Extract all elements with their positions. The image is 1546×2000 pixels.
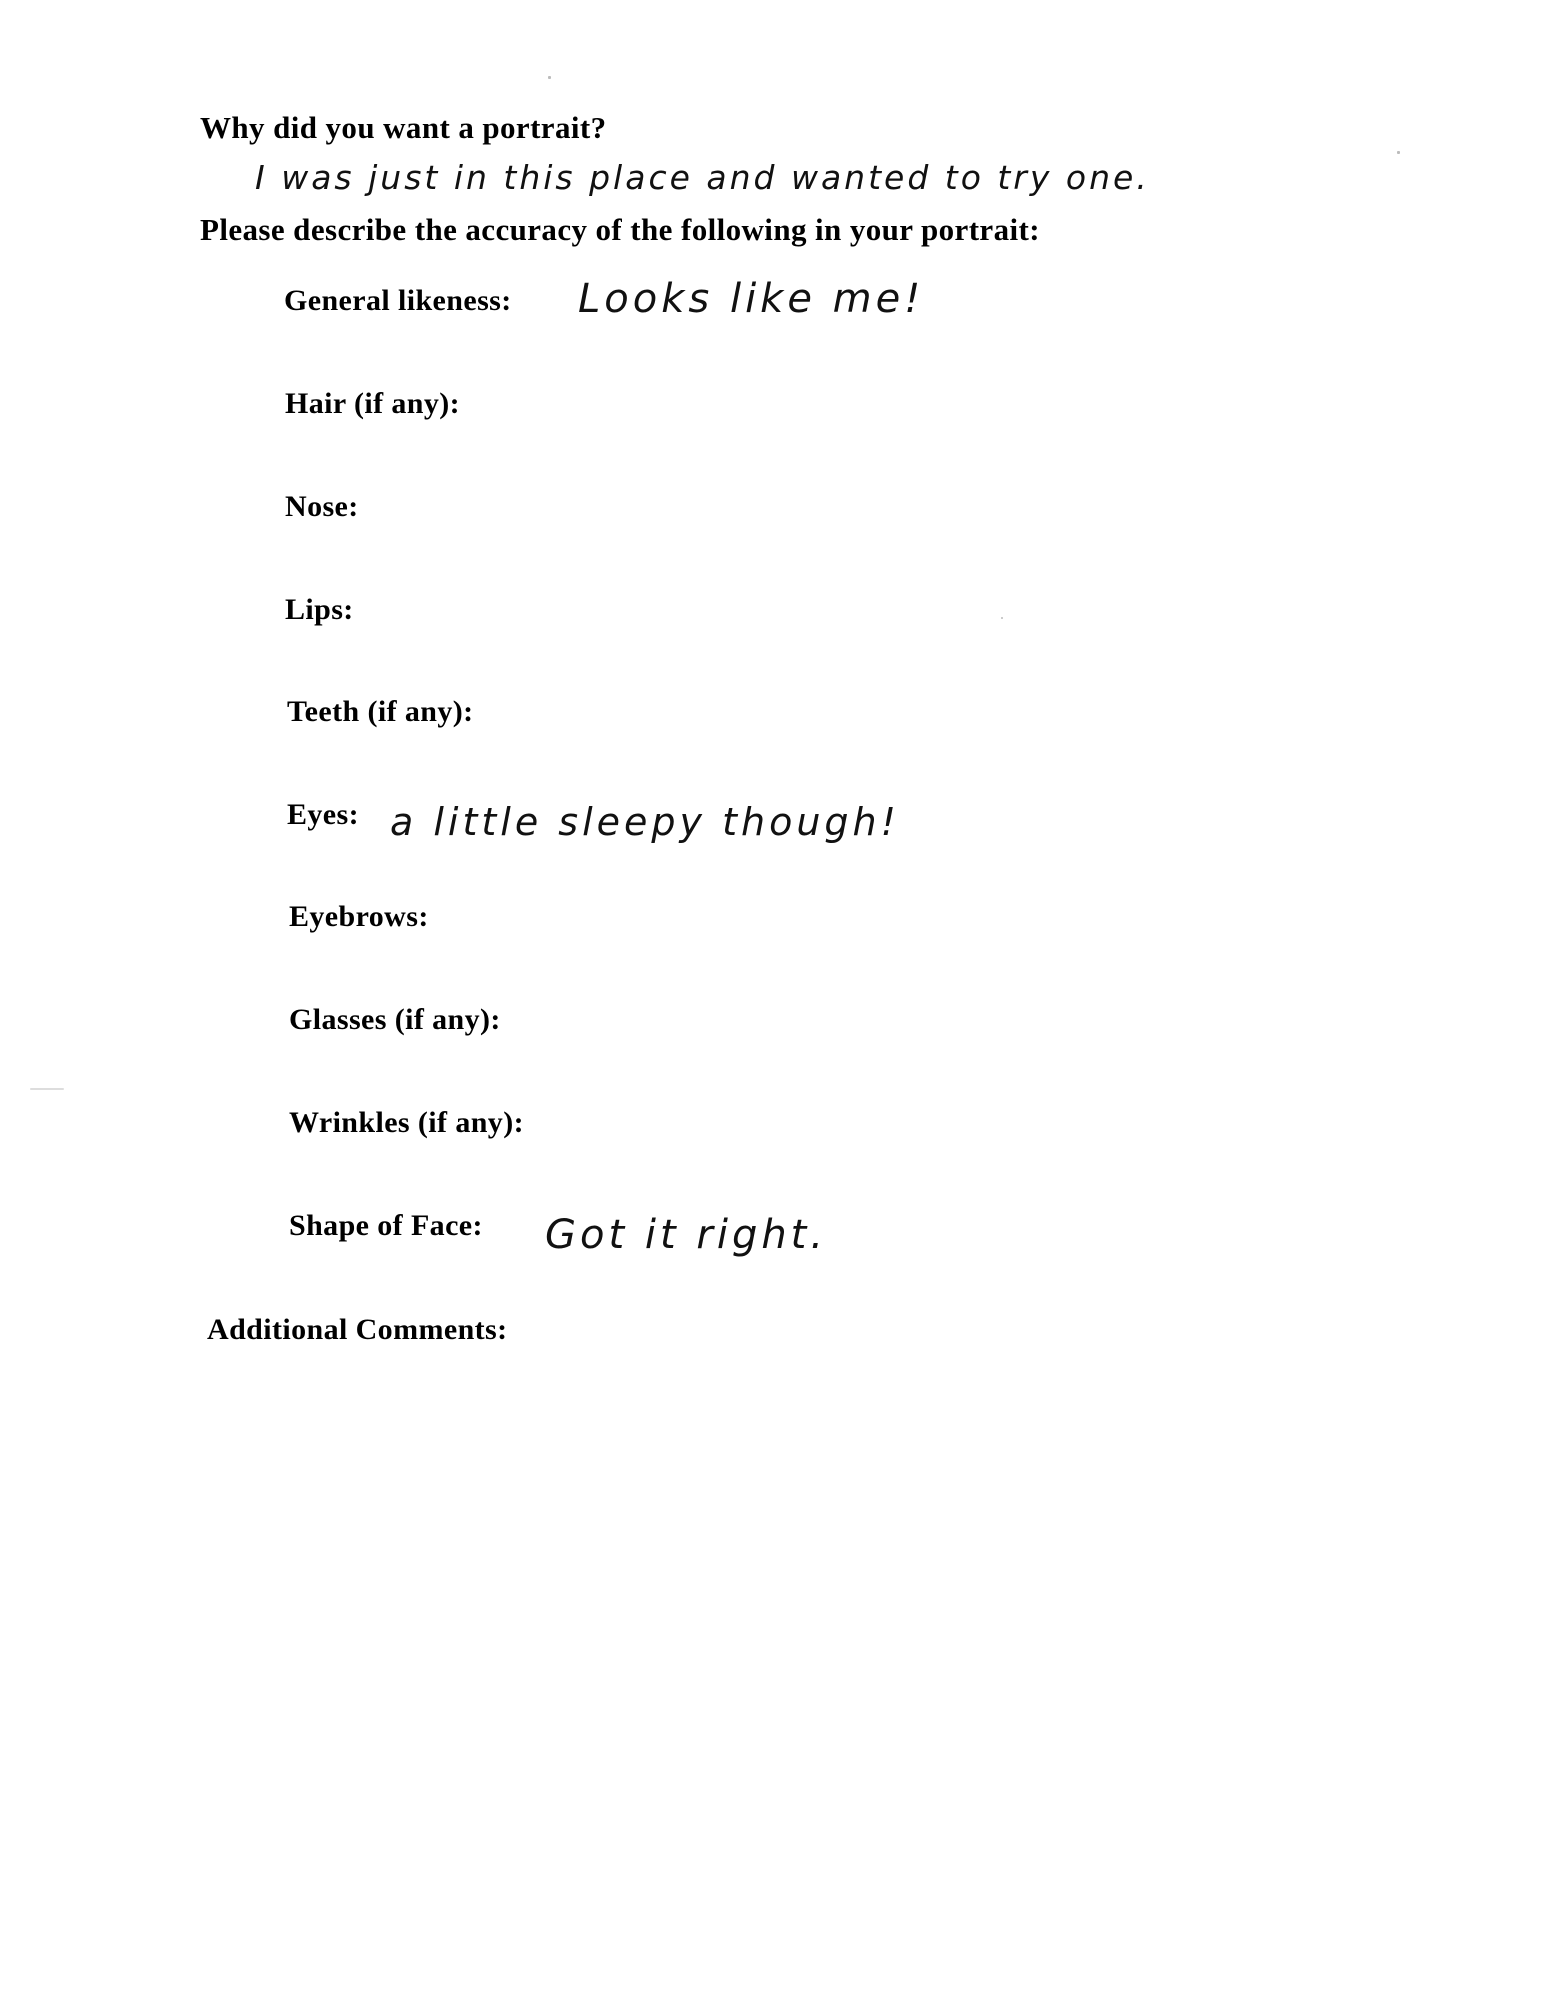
field-label-glasses: Glasses (if any):	[289, 1003, 501, 1036]
field-label-eyebrows: Eyebrows:	[289, 900, 429, 933]
scan-speck	[30, 1088, 64, 1090]
scan-speck	[548, 76, 551, 79]
field-label-teeth: Teeth (if any):	[287, 695, 474, 728]
field-label-wrinkles: Wrinkles (if any):	[289, 1106, 524, 1139]
describe-prompt: Please describe the accuracy of the following in your portrait:	[200, 212, 1040, 247]
field-answer-general-likeness: Looks like me!	[578, 276, 925, 322]
field-label-lips: Lips:	[285, 593, 354, 626]
field-label-hair: Hair (if any):	[285, 387, 461, 420]
why-question: Why did you want a portrait?	[200, 110, 607, 145]
field-label-general-likeness: General likeness:	[284, 284, 512, 317]
field-answer-shape-of-face: Got it right.	[545, 1212, 828, 1258]
why-answer-handwriting: I was just in this place and wanted to try one.	[255, 158, 1150, 197]
field-label-shape-of-face: Shape of Face:	[289, 1209, 483, 1242]
field-label-eyes: Eyes:	[287, 798, 359, 831]
field-label-nose: Nose:	[285, 490, 359, 523]
scan-speck	[1001, 617, 1003, 619]
scan-speck	[1397, 151, 1400, 154]
field-answer-eyes: a little sleepy though!	[390, 800, 900, 844]
additional-comments-label: Additional Comments:	[207, 1313, 508, 1346]
